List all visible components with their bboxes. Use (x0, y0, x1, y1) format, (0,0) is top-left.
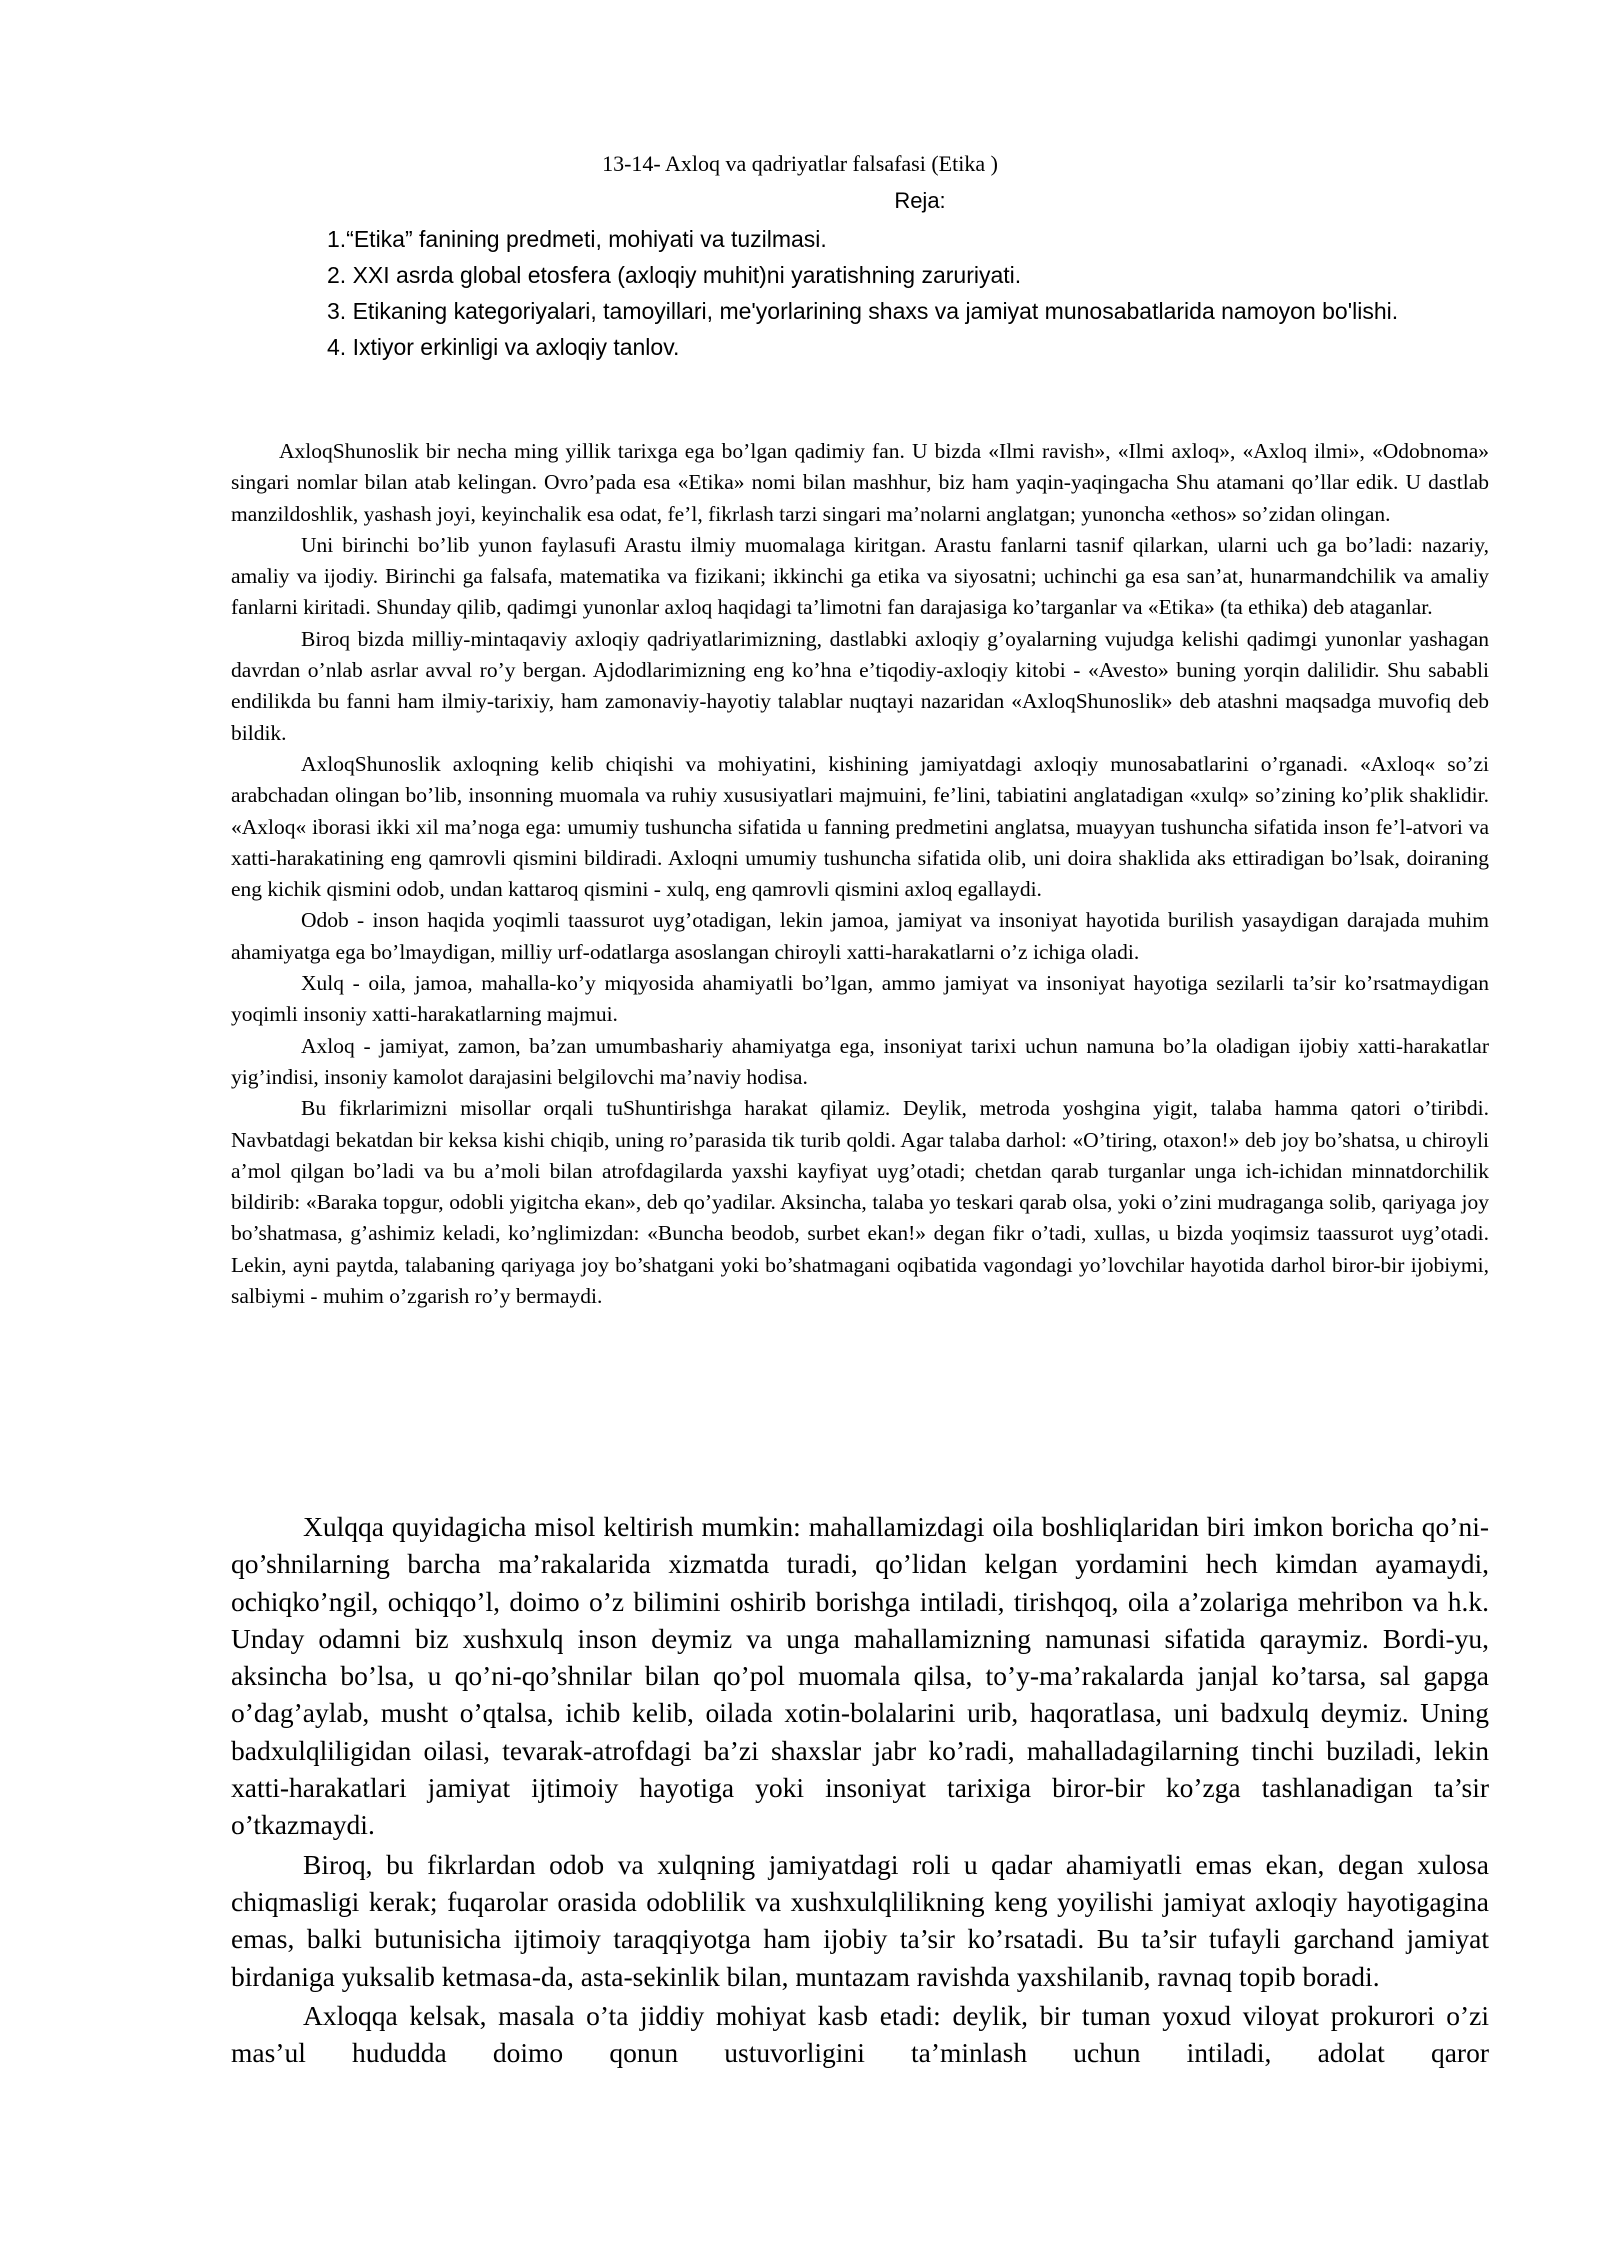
body-text-large (231, 1508, 1489, 2073)
paragraph: Bu fikrlarimizni misollar orqali tuShuntirishga harakat qilamiz. Deylik, metroda yoshgina yigit, talaba hamma qatori o’tiribdi. Navbatdagi bekatdan bir keksa kishi chiqib, uning ro’parasida tik turib qoldi. Agar talaba darhol: «O’tiring, otaxon!» deb joy bo’shatsa, u chiroyli a’mol qilgan bo’ladi va bu a’moli bilan atrofdagilarda yaxshi kayfiyat uyg’otadi; chetdan qarab turganlar unga ich-ichidan minnatdorchilik bildirib: «Baraka topgur, odobli yigitcha ekan», deb qo’yadilar. Aksincha, talaba yo teskari qarab olsa, yoki o’zini mudraganga solib, qariyaga joy bo’shatmasa, g’ashimiz keladi, ko’nglimizdan: «Buncha beodob, surbet ekan!» degan fikr o’tadi, xullas, u bizda yoqimsiz taassurot uyg’otadi. Lekin, ayni paytda, talabaning qariyaga joy bo’shatgani yoki bo’shatmagani oqibatida vagondagi yo’lovchilar hayotida darhol biror-bir ijobiymi, salbiymi - muhim o’zgarish ro’y bermaydi. (231, 1096, 1489, 1309)
paragraph: Axloq - jamiyat, zamon, ba’zan umumbashariy ahamiyatga ega, insoniyat tarixi uchun namuna bo’la oladigan ijobiy xatti-harakatlar yig’indisi, insoniy kamolot darajasini belgilovchi ma’naviy hodisa. (231, 1033, 1489, 1089)
paragraph: Axloqqa kelsak, masala o’ta jiddiy mohiyat kasb etadi: deylik, bir tuman yoxud viloyat prokurori o’zi mas’ul hududda doimo qonun ustuvorligini ta’minlash uchun intiladi, adolat qaror (231, 1999, 1489, 2069)
paragraph: Uni birinchi bo’lib yunon faylasufi Arastu ilmiy muomalaga kiritgan. Arastu fanlarni tasnif qilarkan, ularni uch ga bo’ladi: nazariy, amaliy va ijodiy. Birinchi ga falsafa, matematika va fizikani; ikkinchi ga etika va siyosatni; uchinchi ga esa san’at, hunarmandchilik va amaliy fanlarni kiritadi. Shunday qilib, qadimgi yunonlar axloq haqidagi ta’limotni fan darajasiga ko’targanlar va «Etika» (ta ethika) deb ataganlar. (231, 532, 1489, 620)
document-title: 13-14- Axloq va qadriyatlar falsafasi (Etika ) (602, 151, 998, 176)
paragraph: Biroq, bu fikrlardan odob va xulqning jamiyatdagi roli u qadar ahamiyatli emas ekan, degan xulosa chiqmasligi kerak; fuqarolar orasida odoblilik va xushxulqlilikning keng yoyilishi jamiyat axloqiy hayotigagina emas, balki butunisicha ijtimoiy taraqqiyotga ham ijobiy ta’sir ko’rsatadi. Bu ta’sir tufayli garchand jamiyat birdaniga yuksalib ketmasa-da, asta-sekinlik bilan, muntazam ravishda yaxshilanib, ravnaq topib boradi. (231, 1848, 1489, 1992)
paragraph: AxloqShunoslik bir necha ming yillik tarixga ega bo’lgan qadimiy fan. U bizda «Ilmi ravish», «Ilmi axloq», «Axloq ilmi», «Odobnoma» singari nomlar bilan atab kelingan. Ovro’pada esa «Etika» nomi bilan mashhur, biz ham yaqin-yaqingacha Shu atamani qo’llar edik. U dastlab manzildoshlik, yashash joyi, keyinchalik esa odat, fe’l, fikrlash tarzi singari ma’nolarni anglatgan; yunoncha «ethos» so’zidan olingan. (231, 439, 1489, 526)
paragraph: Biroq bizda milliy-mintaqaviy axloqiy qadriyatlarimizning, dastlabki axloqiy g’oyalarning vujudga kelishi qadimgi yunonlar yashagan davrdan o’nlab asrlar avval ro’y bergan. Ajdodlarimizning eng ko’hna e’tiqodiy-axloqiy kitobi - «Avesto» buning yorqin dalilidir. Shu sababli endilikda bu fanni ham ilmiy-tarixiy, ham zamonaviy-hayotiy talablar nuqtayi nazaridan «AxloqShunoslik» deb atashni maqsadga muvofiq deb bildik. (231, 626, 1489, 745)
plan-item: 3. Etikaning kategoriyalari, tamoyillari, me'yorlarining shaxs va jamiyat munosabatlarida namoyon bo'lishi. (327, 298, 1399, 324)
paragraph: Xulq - oila, jamoa, mahalla-ko’y miqyosida ahamiyatli bo’lgan, ammo jamiyat va insoniyat hayotiga sezilarli ta’sir ko’rsatmaydigan yoqimli insoniy xatti-harakatlarning majmui. (231, 971, 1489, 1027)
plan-item: 2. XXI asrda global etosfera (axloqiy muhit)ni yaratishning zaruriyati. (327, 262, 1022, 288)
paragraph: Odob - inson haqida yoqimli taassurot uyg’otadigan, lekin jamoa, jamiyat va insoniyat hayotida burilish yasaydigan darajada muhim ahamiyatga ega bo’lmaydigan, milliy urf-odatlarga asoslangan chiroyli xatti-harakatlarni o’z ichiga oladi. (231, 908, 1489, 964)
body-text-small (231, 436, 1489, 1312)
plan-item: 1.“Etika” fanining predmeti, mohiyati va tuzilmasi. (327, 226, 827, 252)
plan-list (327, 221, 1489, 365)
paragraph: AxloqShunoslik axloqning kelib chiqishi va mohiyatini, kishining jamiyatdagi axloqiy munosabatlarini o’rganadi. «Axloq« so’zi arabchadan olingan bo’lib, insonning muomala va ruhiy xususiyatlari majmuini, fe’lini, tabiatini anglatadigan «xulq» so’zining ko’plik shaklidir. «Axloq« iborasi ikki xil ma’noga ega: umumiy tushuncha sifatida u fanning predmetini anglatsa, muayyan tushuncha sifatida inson fe’l-atvori va xatti-harakatining eng qamrovli qismini bildiradi. Axloqni umumiy tushuncha sifatida olib, uni doira shaklida aks ettiradigan bo’lsak, doiraning eng kichik qismini odob, undan kattaroq qismini - xulq, eng qamrovli qismini axloq egallaydi. (231, 751, 1489, 902)
plan-item: 4. Ixtiyor erkinligi va axloqiy tanlov. (327, 334, 680, 360)
plan-heading: Reja: (894, 188, 946, 213)
paragraph: Xulqqa quyidagicha misol keltirish mumkin: mahallamizdagi oila boshliqlaridan biri imkon boricha qo’ni-qo’shnilarning barcha ma’rakalarida xizmatda turadi, qo’lidan kelgan yordamini hech kimdan ayamaydi, ochiqko’ngil, ochiqqo’l, doimo o’z bilimini oshirib borishga intiladi, tirishqoq, oila a’zolariga mehribon va h.k. Unday odamni biz xushxulq inson deymiz va unga mahallamizning namunasi sifatida qaraymiz. Bordi-yu, aksincha bo’lsa, u qo’ni-qo’shnilar bilan qo’pol muomala qilsa, to’y-ma’rakalarda janjal ko’tarsa, sal gapga o’dag’aylab, musht o’qtalsa, ichib kelib, oilada xotin-bolalarini urib, haqoratlasa, uni badxulq deymiz. Uning badxulqliligidan oilasi, tevarak-atrofdagi ba’zi shaxslar jabr ko’radi, mahalladagilarning tinchi buziladi, lekin xatti-harakatlari jamiyat ijtimoiy hayotiga yoki insoniyat tarixiga biror-bir ko’zga tashlanadigan ta’sir o’tkazmaydi. (231, 1511, 1489, 1841)
